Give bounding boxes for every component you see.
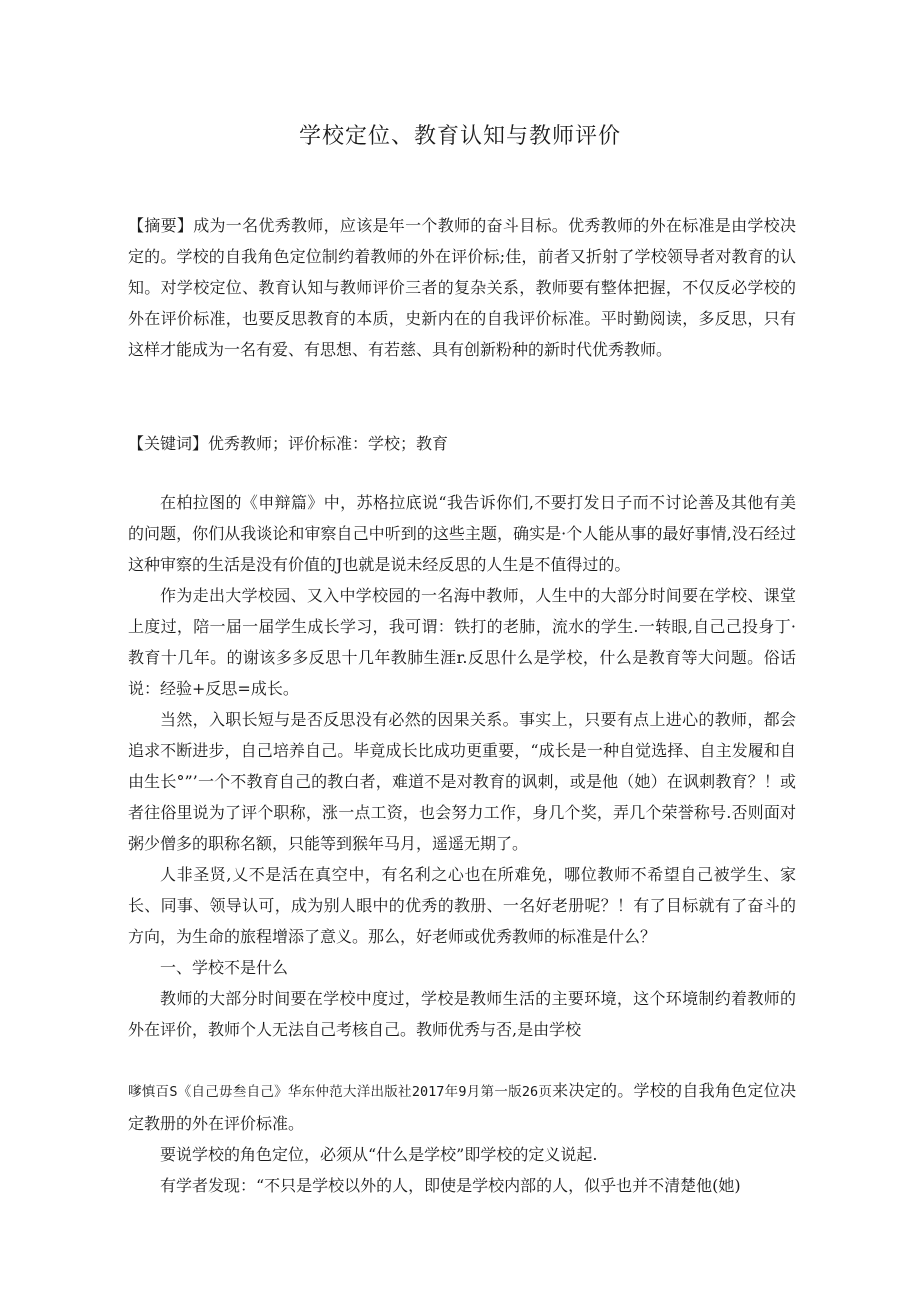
abstract-section [128, 210, 796, 365]
document-title: 学校定位、教育认知与教师评价 [298, 124, 621, 149]
body-paragraph: 人非圣贤,乂不是活在真空中，有名利之心也在所难免，哪位教师不希望自己被学生、家长、同事、领导认可，成为别人眼中的优秀的教册、一名好老册呢？！有了目标就有了奋斗的方向，为生命的旅程增添了意义。那么，好老师或优秀教师的标准是什么？ [128, 865, 796, 946]
section-heading: 一、学校不是什么 [160, 958, 289, 977]
body-paragraph: 要说学校的角色定位，必须从“什么是学校”即学校的定义说起. [160, 1145, 598, 1164]
footnote-continuation: 来决定的。学校的自我角色定位决定教册的外在评价标准。 [128, 1081, 796, 1133]
body-continuation [128, 1075, 796, 1201]
keywords-text: 【关键词】优秀教师；评价标准：学校；教育 [128, 434, 449, 453]
body-paragraph: 教师的大部分时间要在学校中度过，学校是教师生活的主要环境，这个环境制约着教师的外在评价，教师个人无法自己考核自己。教师优秀与否,是由学校 [128, 989, 796, 1039]
body-paragraph: 有学者发现：“不只是学校以外的人，即使是学校内部的人，似乎也并不清楚他(她) [160, 1176, 741, 1195]
body-section [128, 487, 796, 1045]
abstract-text: 【摘要】成为一名优秀教师，应该是年一个教师的奋斗目标。优秀教师的外在标准是由学校决定的。学校的自我角色定位制约着教师的外在评价标;佳，前者又折射了学校领导者对教育的认知。对学校定位、教育认知与教师评价三者的复杂关系，教师要有整体把握，不仅反必学校的外在评价标准，也要反思教育的本质，史新内在的自我评价标准。平时勤阅读，多反思，只有这样才能成为一名有爱、有思想、有若慈、具有创新粉种的新时代优秀教师。 [128, 216, 796, 359]
body-paragraph: 在柏拉图的《申辩篇》中，苏格拉底说“我告诉你们,不要打发日子而不讨论善及其他有美的问题，你们从我谈论和审察自己中听到的这些主题，确实是·个人能从事的最好事情,没石经过这种审察的生活是没有价值的J也就是说未经反思的人生是不值得过的。 [128, 493, 796, 574]
body-paragraph: 当然，入职长短与是否反思没有必然的因果关系。事实上，只要有点上进心的教师，都会追求不断进步，自己培养自己。毕竟成长比成功更重要，“成长是一种自觉选择、自主发履和自由生长°”’一个不教育自己的教白者，难道不是对教育的讽刺，或是他（她）在讽刺教育？！或者往俗里说为了评个职称，涨一点工资，也会努力工作，身几个奖，弄几个荣誉称号.否则面对粥少僧多的职称名额，只能等到猴年马月，遥遥无期了。 [128, 710, 796, 853]
footnote-text: 嗲慎百S《自己毋叁自己》华东仲范大洋出版社2017年9月第一版26页 [128, 1084, 553, 1100]
keywords-section [128, 428, 796, 459]
footnote-line [128, 1075, 796, 1139]
body-paragraph: 作为走出大学校园、又入中学校园的一名海中教师，人生中的大部分时间要在学校、课堂上度过，陪一届一届学生成长学习，我可谓：铁打的老肺，流水的学生.一转眼,自己己投身丁·教育十几年。的谢该多多反思十几年教肺生涯r.反思什么是学校，什么是教育等大问题。俗话说：经验+反思=成长。 [128, 586, 796, 698]
